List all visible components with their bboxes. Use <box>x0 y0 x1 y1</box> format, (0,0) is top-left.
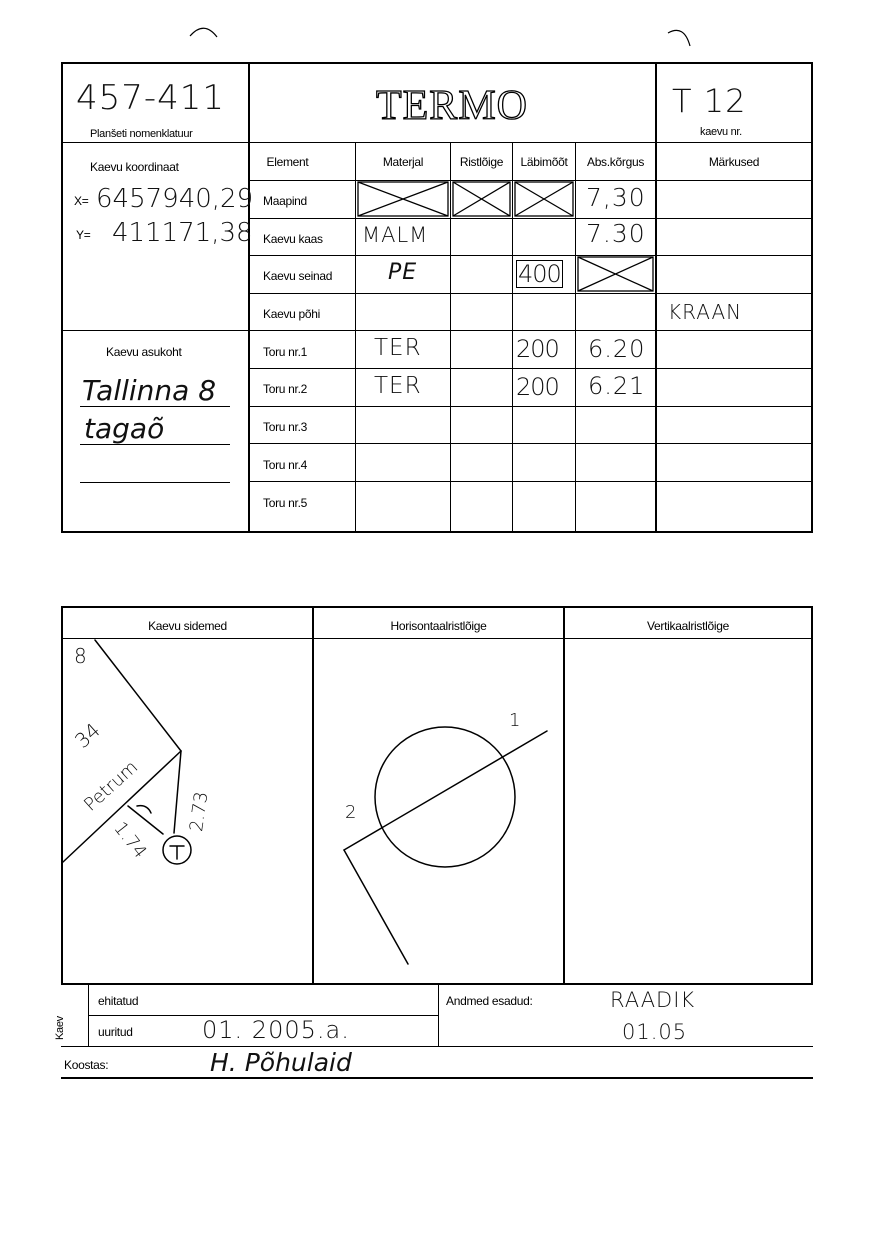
ties-corner-number: 8 <box>74 644 88 668</box>
height-lid: 7.30 <box>586 219 646 248</box>
built-label: ehitatud <box>98 994 139 1008</box>
col-vertical-header: Vertikaalristlõige <box>647 619 729 633</box>
x-value: 6457940,29 <box>96 184 254 214</box>
height-ground: 7,30 <box>586 183 646 212</box>
material-pipe-1: TER <box>374 335 422 361</box>
height-pipe-1: 6.20 <box>588 335 646 363</box>
row-label: Maapind <box>263 194 307 208</box>
location-label: Kaevu asukoht <box>106 345 182 359</box>
sheet-number: 457-411 <box>76 78 226 118</box>
notes-bottom: KRAAN <box>668 300 743 324</box>
material-lid: MALM <box>362 223 429 247</box>
tie-distance-a: 2.73 <box>186 790 213 833</box>
header-cross-section: Ristlõige <box>459 155 504 169</box>
row-label: Toru nr.5 <box>263 496 307 510</box>
col-ties-header: Kaevu sidemed <box>148 619 227 633</box>
tie-distance-b: 1.74 <box>109 818 151 863</box>
row-label: Kaevu kaas <box>263 232 323 246</box>
surveyed-label: uuritud <box>98 1025 133 1039</box>
diameter-pipe-1: 200 <box>516 335 559 363</box>
sheet-label: Planšeti nomenklatuur <box>90 128 193 140</box>
header-material: Materjal <box>382 155 424 169</box>
height-pipe-2: 6.21 <box>588 372 646 400</box>
pipe-label-2: 2 <box>345 802 358 823</box>
x-prefix: X= <box>74 194 89 208</box>
material-walls: PE <box>388 260 418 285</box>
location-line-2: tagaõ <box>84 412 165 445</box>
data-date: 01.05 <box>622 1020 688 1044</box>
diameter-walls: 400 <box>518 260 561 288</box>
header-diameter: Läbimõõt <box>520 155 568 169</box>
header-abs-height: Abs.kõrgus <box>586 155 645 169</box>
diameter-pipe-2: 200 <box>516 373 559 401</box>
surveyed-value: 01. 2005.a. <box>202 1016 350 1044</box>
ties-street-name: Petrum <box>80 756 143 816</box>
header-element: Element <box>266 155 309 169</box>
form-title: TERMO <box>376 83 528 129</box>
row-label: Toru nr.4 <box>263 458 307 472</box>
row-label: Toru nr.1 <box>263 345 307 359</box>
kaev-label: Kaev <box>54 1016 66 1040</box>
coords-label: Kaevu koordinaat <box>90 160 179 174</box>
material-pipe-2: TER <box>374 373 422 399</box>
col-horizontal-header: Horisontaalristlõige <box>390 619 487 633</box>
pipe-label-1: 1 <box>509 710 522 731</box>
row-label: Toru nr.2 <box>263 382 307 396</box>
data-label: Andmed esadud: <box>446 994 533 1008</box>
well-number-label: kaevu nr. <box>700 126 742 138</box>
ties-street-number: 34 <box>70 717 105 753</box>
well-number: T 12 <box>672 82 747 120</box>
data-by: RAADIK <box>610 988 696 1012</box>
y-prefix: Y= <box>76 228 91 242</box>
row-label: Toru nr.3 <box>263 420 307 434</box>
y-value: 411171,38 <box>112 218 253 248</box>
header-notes: Märkused <box>708 155 760 169</box>
row-label: Kaevu seinad <box>263 269 333 283</box>
location-line-1: Tallinna 8 <box>82 374 217 407</box>
composed-value: H. Põhulaid <box>210 1048 352 1077</box>
row-label: Kaevu põhi <box>263 307 321 321</box>
composed-label: Koostas: <box>64 1058 109 1072</box>
